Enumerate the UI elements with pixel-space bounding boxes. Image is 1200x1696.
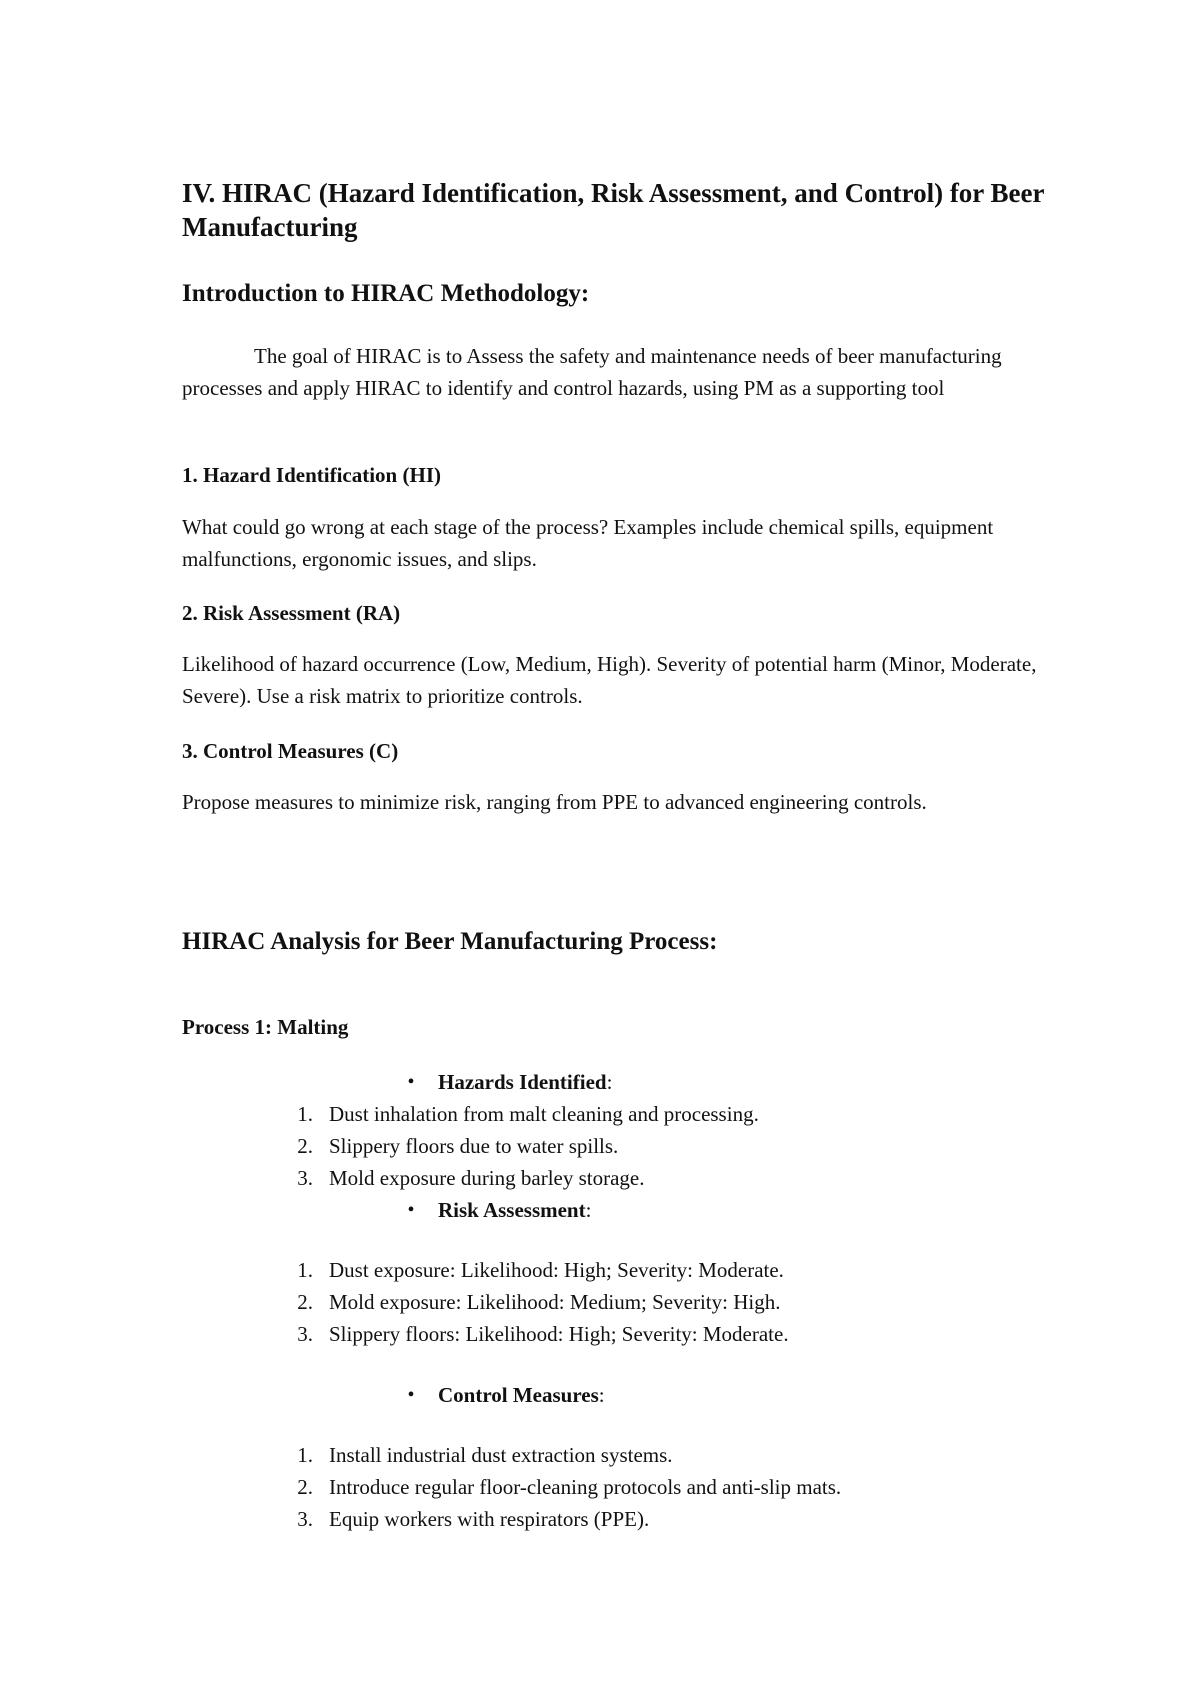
bullet-label: Risk Assessment [438,1198,586,1222]
bullet-icon: • [407,1071,415,1093]
list-item: Dust exposure: Likelihood: High; Severity: Moderate. [329,1258,784,1282]
document-title: IV. HIRAC (Hazard Identification, Risk Assessment, and Control) for Beer Manufacturing [182,178,1045,242]
list-number: 2. [297,1475,313,1499]
list-number: 2. [297,1290,313,1314]
list-item: Dust inhalation from malt cleaning and processing. [329,1102,759,1126]
bullet-label: Hazards Identified [438,1070,607,1094]
list-number: 3. [297,1507,313,1531]
bullet-text [438,1196,591,1224]
intro-paragraph: The goal of HIRAC is to Assess the safety and maintenance needs of beer manufacturing processes and apply HIRAC to identify and control hazards, using PM as a supporting tool [182,344,1002,400]
bullet-label: Control Measures [438,1383,599,1407]
section-text-hazard-identification: What could go wrong at each stage of the process? Examples include chemical spills, equipment malfunctions, ergonomic issues, and slips. [182,515,994,571]
list-number: 1. [297,1258,313,1282]
list-item: Install industrial dust extraction systems. [329,1443,673,1467]
list-item: Mold exposure during barley storage. [329,1166,645,1190]
bullet-icon: • [407,1199,415,1221]
list-number: 1. [297,1102,313,1126]
list-number: 3. [297,1166,313,1190]
list-number: 3. [297,1322,313,1346]
list-item: Introduce regular floor-cleaning protocols and anti-slip mats. [329,1475,842,1499]
intro-heading: Introduction to HIRAC Methodology: [182,280,590,307]
label-colon: : [598,1383,605,1407]
bullet-icon: • [407,1384,415,1406]
list-item: Slippery floors due to water spills. [329,1134,619,1158]
analysis-heading: HIRAC Analysis for Beer Manufacturing Process: [182,928,718,955]
section-heading-risk-assessment: 2. Risk Assessment (RA) [182,601,401,625]
section-heading-hazard-identification: 1. Hazard Identification (HI) [182,463,441,487]
list-number: 1. [297,1443,313,1467]
list-number: 2. [297,1134,313,1158]
section-text-risk-assessment: Likelihood of hazard occurrence (Low, Medium, High). Severity of potential harm (Minor, Moderate, Severe). Use a risk matrix to prioritize controls. [182,652,1037,708]
list-item: Mold exposure: Likelihood: Medium; Severity: High. [329,1290,781,1314]
list-item: Equip workers with respirators (PPE). [329,1507,650,1531]
process-heading: Process 1: Malting [182,1015,349,1039]
bullet-text [438,1068,612,1096]
list-item: Slippery floors: Likelihood: High; Severity: Moderate. [329,1322,789,1346]
label-colon: : [606,1070,613,1094]
section-heading-control-measures: 3. Control Measures (C) [182,739,399,763]
bullet-text [438,1381,605,1409]
label-colon: : [585,1198,592,1222]
section-text-control-measures: Propose measures to minimize risk, ranging from PPE to advanced engineering controls. [182,790,927,814]
